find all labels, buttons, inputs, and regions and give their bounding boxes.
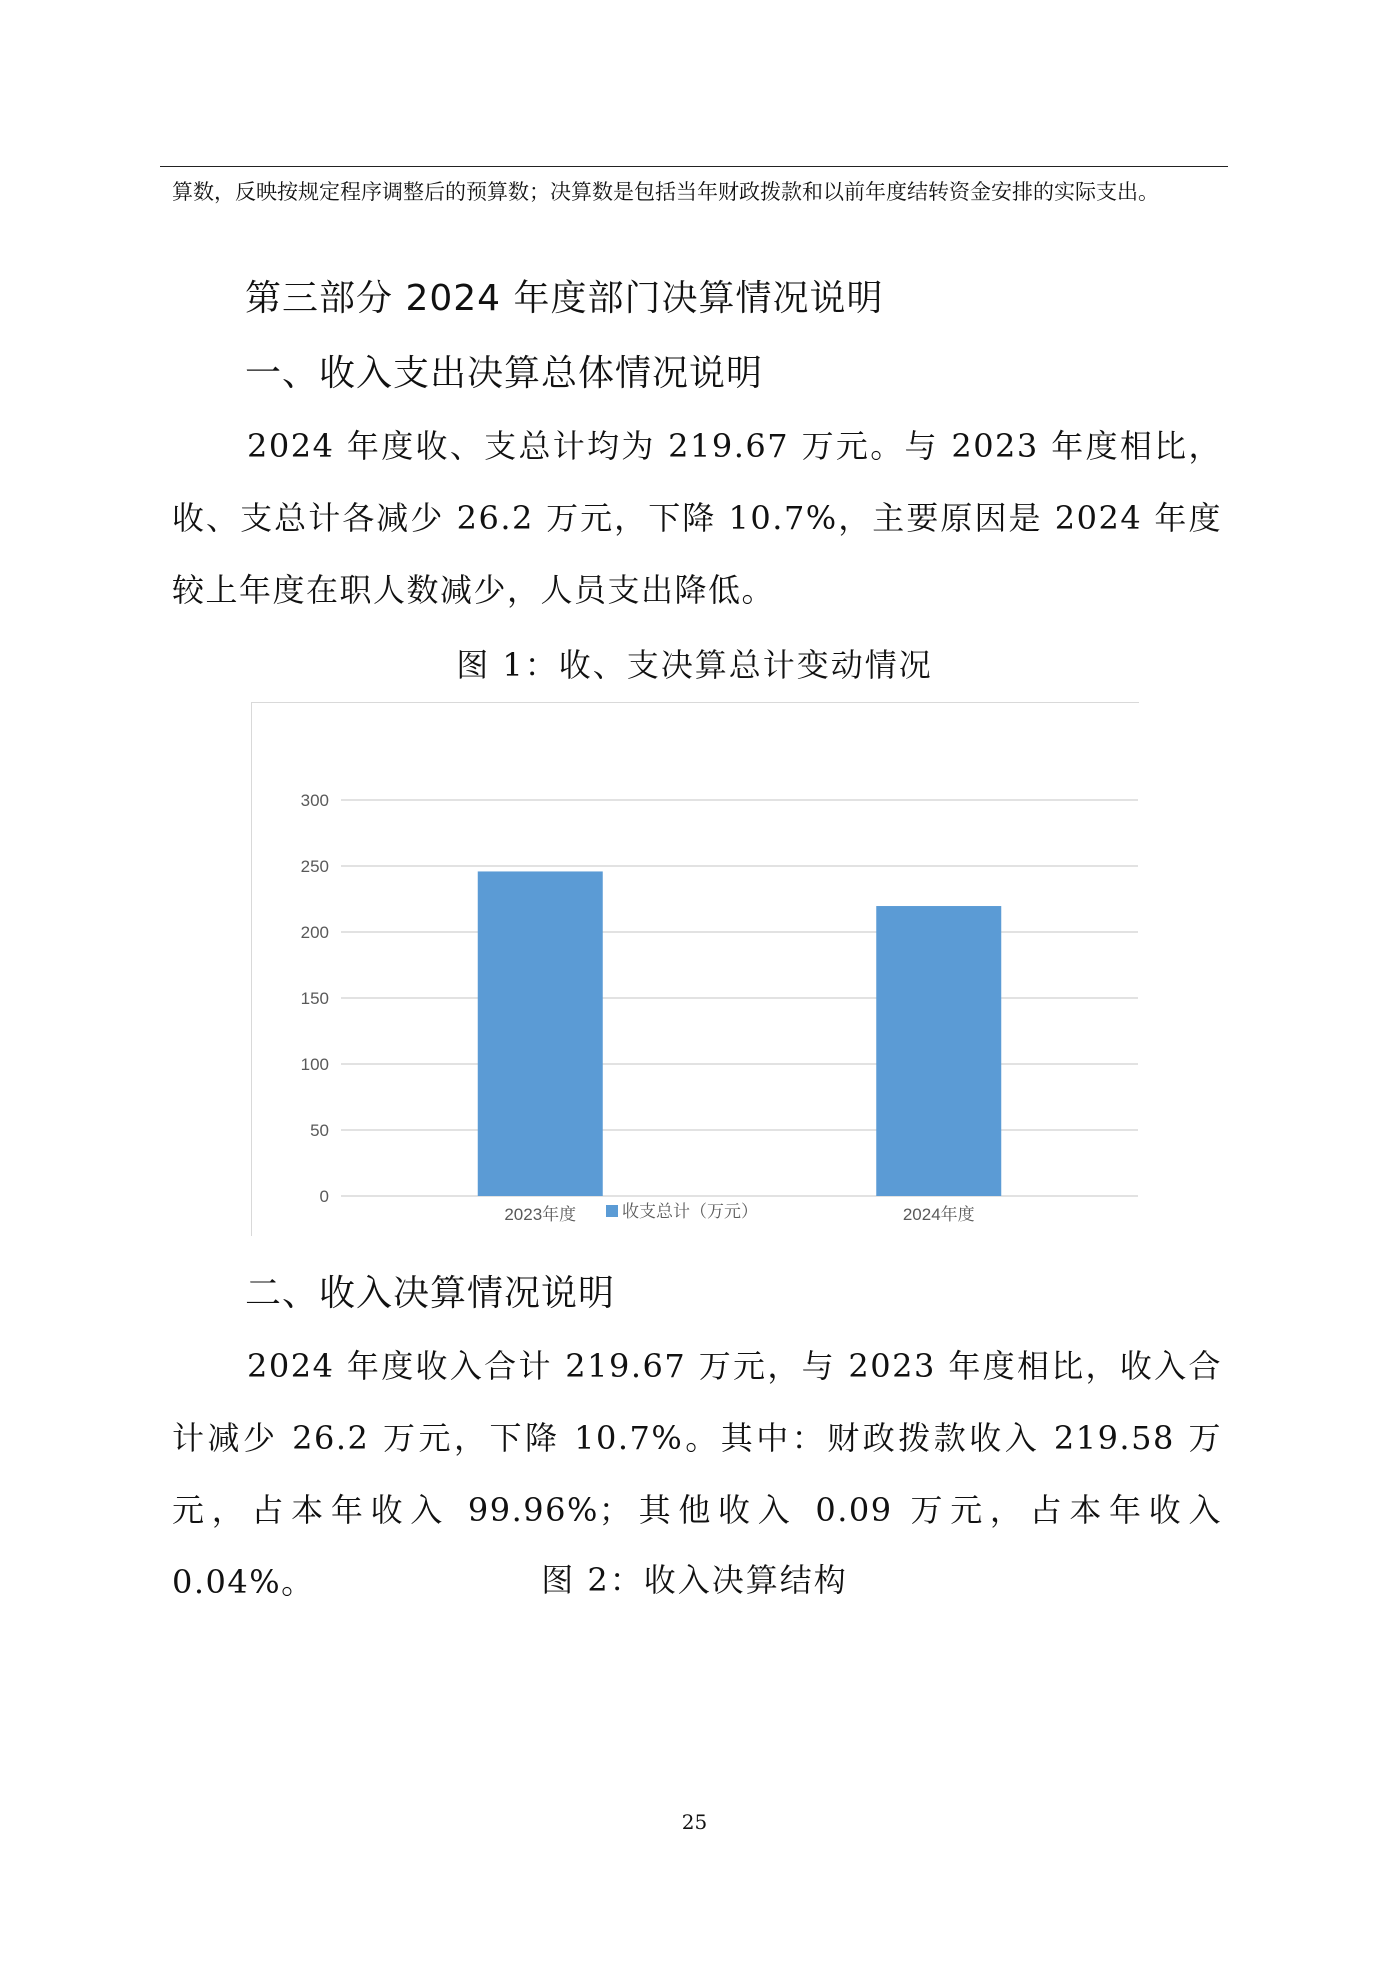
section-title: 第三部分 2024 年度部门决算情况说明 bbox=[245, 278, 884, 319]
bar-2 bbox=[876, 906, 1001, 1196]
y-tick-label: 0 bbox=[319, 1187, 329, 1206]
bar-chart bbox=[251, 702, 1141, 1237]
y-tick-label: 100 bbox=[300, 1055, 329, 1074]
legend-swatch bbox=[606, 1205, 618, 1217]
y-tick-label: 200 bbox=[300, 923, 329, 942]
y-tick-label: 300 bbox=[300, 791, 329, 810]
figure-1-caption: 图 1：收、支决算总计变动情况 bbox=[456, 646, 933, 684]
x-tick-label: 2024年度 bbox=[902, 1205, 975, 1224]
x-tick-label: 2023年度 bbox=[504, 1205, 577, 1224]
bar-1 bbox=[478, 871, 603, 1196]
y-tick-label: 250 bbox=[300, 857, 329, 876]
heading-income-settlement: 二、收入决算情况说明 bbox=[245, 1273, 616, 1314]
legend-label: 收支总计（万元） bbox=[622, 1202, 758, 1221]
paragraph-income: 2024 年度收入合计 219.67 万元，与 2023 年度相比，收入合计减少 26.2 万元，下降 10.7%。其中：财政拨款收入 219.58 万元，占本年收入 99.96%；其他收入 0.09 万元，占本年收入 0.04%。 bbox=[172, 1347, 1222, 1601]
paragraph-overview: 2024 年度收、支总计均为 219.67 万元。与 2023 年度相比，收、支总计各减少 26.2 万元，下降 10.7%，主要原因是 2024 年度较上年度在职人数减少，人员支出降低。 bbox=[172, 427, 1222, 609]
page-number: 25 bbox=[681, 1810, 708, 1834]
heading-income-expense-overview: 一、收入支出决算总体情况说明 bbox=[245, 353, 764, 394]
y-tick-label: 50 bbox=[310, 1121, 329, 1140]
header-rule bbox=[160, 166, 1228, 167]
figure-2-caption: 图 2：收入决算结构 bbox=[541, 1561, 848, 1599]
continued-text: 算数，反映按规定程序调整后的预算数；决算数是包括当年财政拨款和以前年度结转资金安排的实际支出。 bbox=[172, 180, 1159, 204]
y-tick-label: 150 bbox=[300, 989, 329, 1008]
